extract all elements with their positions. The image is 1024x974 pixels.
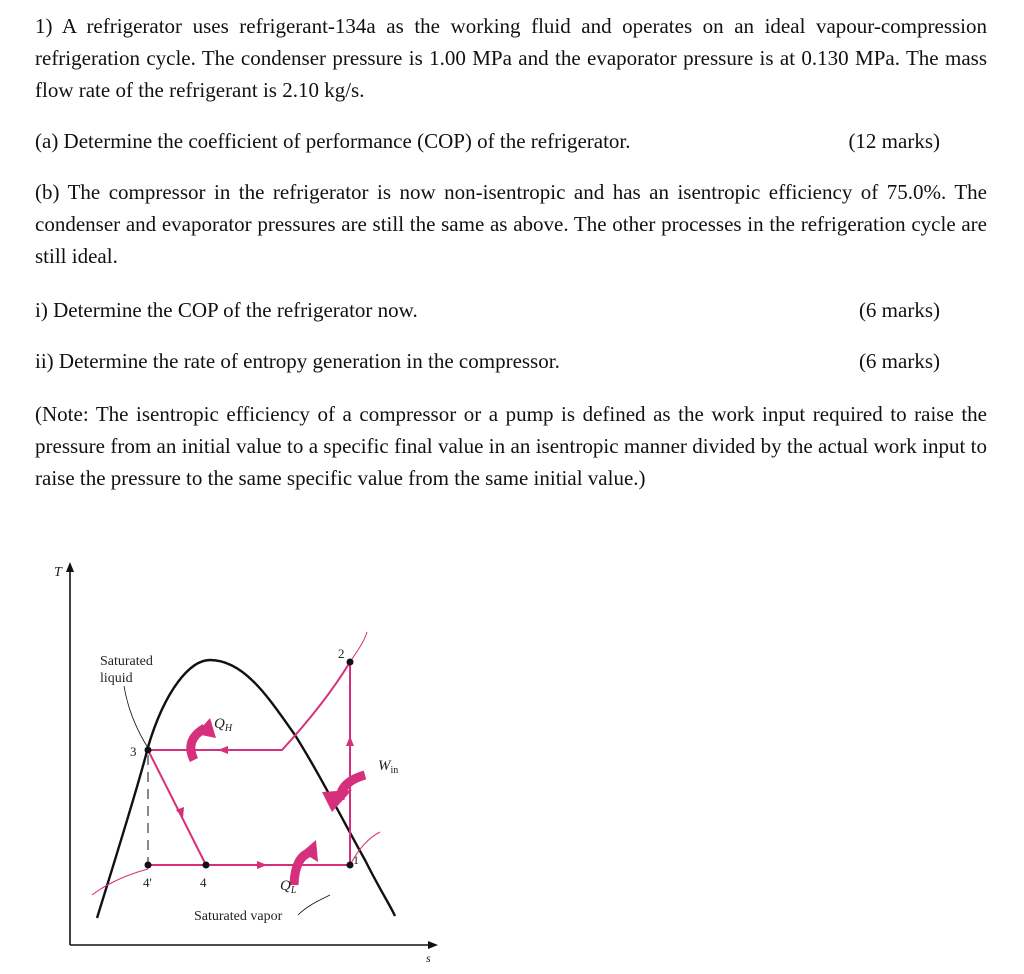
- state-label-3: 3: [130, 744, 137, 759]
- part-a-text: (a) Determine the coefficient of performance (COP) of the refrigerator.: [35, 129, 631, 153]
- saturated-vapor-label: Saturated vapor: [194, 909, 283, 924]
- state-label-2: 2: [338, 646, 345, 661]
- state-point-4: [203, 862, 210, 869]
- throttling-process: [148, 750, 206, 865]
- part-b-i: [35, 294, 940, 326]
- saturated-liquid-label-2: liquid: [100, 671, 133, 686]
- part-b-ii-marks: (6 marks): [858, 349, 940, 373]
- s-axis-label: s: [426, 951, 431, 965]
- state-point-3: [145, 747, 152, 754]
- ql-label: $Q_L$: [280, 878, 297, 896]
- state-label-1: 1: [353, 853, 359, 867]
- part-b-i-text: i) Determine the COP of the refrigerator now.: [35, 298, 418, 322]
- s-axis-arrow-icon: [428, 941, 438, 949]
- state-label-4-prime: 4': [143, 875, 152, 890]
- part-b-ii: [35, 345, 940, 377]
- part-b-i-marks: (6 marks): [858, 298, 940, 322]
- condenser-direction-arrow-icon: [218, 746, 228, 754]
- question-intro: 1) A refrigerator uses refrigerant-134a as the working fluid and operates on an ideal vapour-compression refrigeration cycle. The condenser pressure is 1.00 MPa and the evaporator pressure is at 0.130 MPa. The mass flow rate of the refrigerant is 2.10 kg/s.: [35, 14, 987, 102]
- sat-liquid-leader: [124, 686, 148, 748]
- state-label-4: 4: [200, 875, 207, 890]
- high-pressure-tail: [350, 632, 367, 662]
- win-label: $W_{in}$: [378, 758, 399, 776]
- ql-heat-arrow: [294, 852, 312, 885]
- t-axis-arrow-icon: [66, 562, 74, 572]
- part-b-ii-text: ii) Determine the rate of entropy generation in the compressor.: [35, 349, 560, 373]
- ts-diagram: [40, 560, 460, 972]
- low-pressure-tail-left: [92, 869, 148, 895]
- qh-label: $Q_H$: [214, 716, 233, 734]
- part-a: [35, 125, 940, 157]
- state-point-4-prime: [145, 862, 152, 869]
- state-point-2: [347, 659, 354, 666]
- t-axis-label: T: [54, 565, 62, 580]
- sat-vapor-leader: [298, 895, 330, 915]
- evaporator-direction-arrow-icon: [257, 861, 267, 869]
- compressor-direction-arrow-icon: [346, 736, 354, 746]
- note: (Note: The isentropic efficiency of a compressor or a pump is defined as the work input required to raise the pressure from an initial value to a specific final value in an isentropic manner divided by the actual work input to raise the pressure to the same specific value from the same initial value.): [35, 402, 987, 490]
- part-a-marks: (12 marks): [848, 129, 940, 153]
- saturated-liquid-label-1: Saturated: [100, 654, 153, 669]
- condensation-process: [148, 662, 350, 750]
- part-b: (b) The compressor in the refrigerator is now non-isentropic and has an isentropic efficiency of 75.0%. The condenser and evaporator pressures are still the same as above. The other processes in the refrigeration cycle are still ideal.: [35, 180, 987, 268]
